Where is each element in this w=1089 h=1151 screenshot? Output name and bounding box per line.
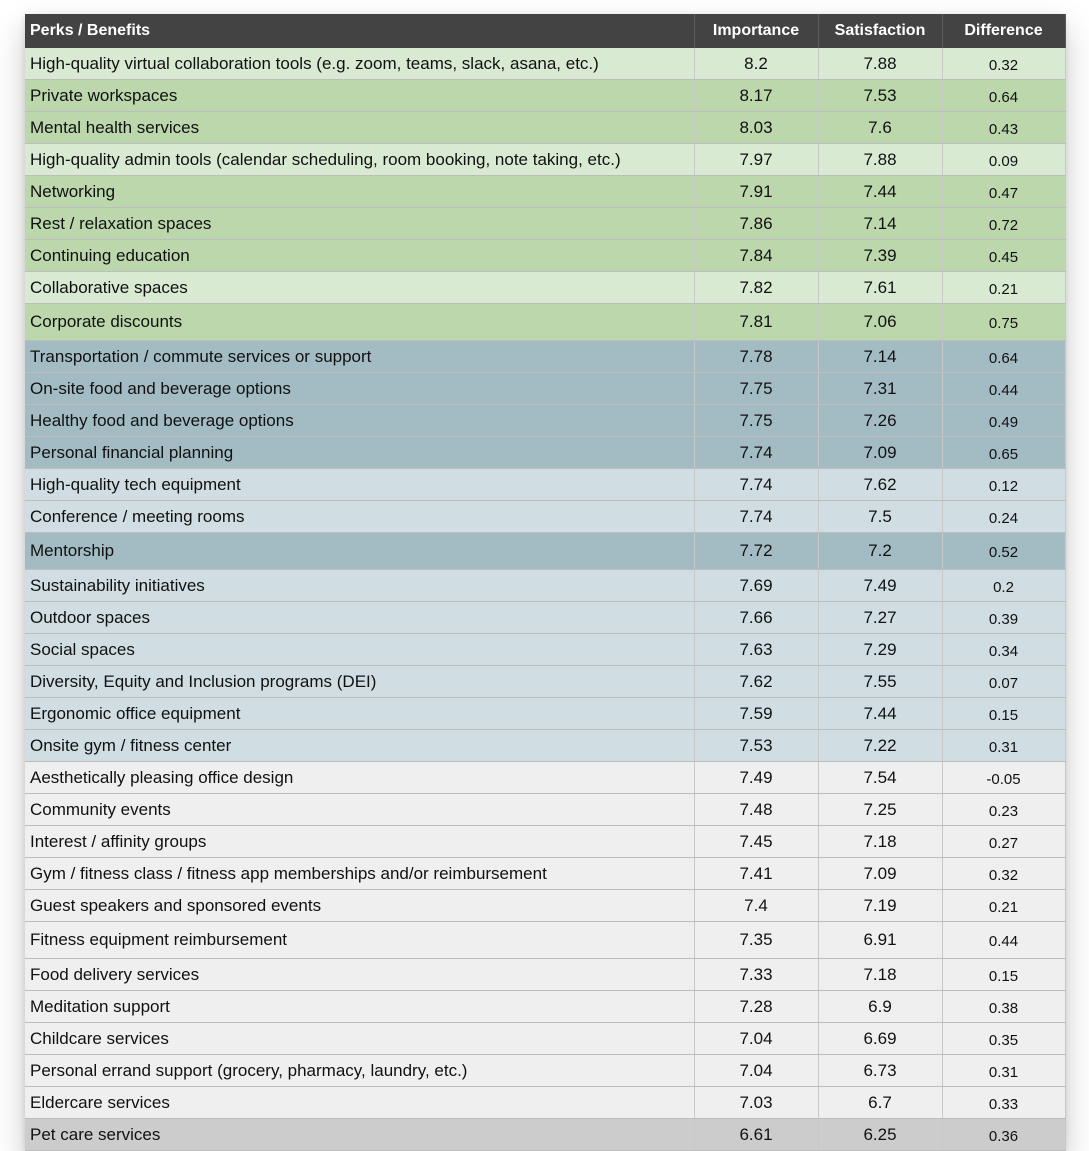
satisfaction-value: 7.49 bbox=[818, 570, 942, 602]
perk-label: Corporate discounts bbox=[25, 304, 694, 341]
difference-value: 0.15 bbox=[942, 698, 1065, 730]
perk-label: Conference / meeting rooms bbox=[25, 501, 694, 533]
satisfaction-value: 6.9 bbox=[818, 991, 942, 1023]
importance-value: 7.84 bbox=[694, 240, 818, 272]
table-row bbox=[25, 858, 1065, 890]
perk-label: Meditation support bbox=[25, 991, 694, 1023]
difference-value: 0.32 bbox=[942, 858, 1065, 890]
satisfaction-value: 7.29 bbox=[818, 634, 942, 666]
difference-value: 0.15 bbox=[942, 959, 1065, 991]
perk-label: Private workspaces bbox=[25, 80, 694, 112]
importance-value: 7.33 bbox=[694, 959, 818, 991]
importance-value: 7.97 bbox=[694, 144, 818, 176]
satisfaction-value: 7.27 bbox=[818, 602, 942, 634]
satisfaction-value: 7.09 bbox=[818, 437, 942, 469]
difference-value: 0.21 bbox=[942, 890, 1065, 922]
importance-value: 8.2 bbox=[694, 48, 818, 80]
difference-value: 0.72 bbox=[942, 208, 1065, 240]
table-row bbox=[25, 501, 1065, 533]
table-row bbox=[25, 176, 1065, 208]
perk-label: Childcare services bbox=[25, 1023, 694, 1055]
satisfaction-value: 6.7 bbox=[818, 1087, 942, 1119]
table-row bbox=[25, 991, 1065, 1023]
perk-label: Community events bbox=[25, 794, 694, 826]
perk-label: Collaborative spaces bbox=[25, 272, 694, 304]
table-row bbox=[25, 144, 1065, 176]
difference-value: -0.05 bbox=[942, 762, 1065, 794]
difference-value: 0.75 bbox=[942, 304, 1065, 341]
importance-value: 7.04 bbox=[694, 1055, 818, 1087]
table-row bbox=[25, 762, 1065, 794]
importance-value: 6.61 bbox=[694, 1119, 818, 1151]
importance-value: 7.63 bbox=[694, 634, 818, 666]
satisfaction-value: 7.19 bbox=[818, 890, 942, 922]
table-row bbox=[25, 405, 1065, 437]
satisfaction-value: 7.18 bbox=[818, 826, 942, 858]
satisfaction-value: 7.14 bbox=[818, 341, 942, 373]
satisfaction-value: 6.91 bbox=[818, 922, 942, 959]
importance-value: 7.4 bbox=[694, 890, 818, 922]
table-row bbox=[25, 240, 1065, 272]
importance-value: 7.86 bbox=[694, 208, 818, 240]
perk-label: Diversity, Equity and Inclusion programs (DEI) bbox=[25, 666, 694, 698]
table-row bbox=[25, 698, 1065, 730]
perk-label: Gym / fitness class / fitness app memberships and/or reimbursement bbox=[25, 858, 694, 890]
satisfaction-value: 7.62 bbox=[818, 469, 942, 501]
difference-value: 0.34 bbox=[942, 634, 1065, 666]
satisfaction-value: 7.53 bbox=[818, 80, 942, 112]
table-row bbox=[25, 666, 1065, 698]
importance-value: 7.72 bbox=[694, 533, 818, 570]
importance-value: 7.74 bbox=[694, 437, 818, 469]
table-row bbox=[25, 208, 1065, 240]
perk-label: Transportation / commute services or support bbox=[25, 341, 694, 373]
perk-label: Fitness equipment reimbursement bbox=[25, 922, 694, 959]
importance-value: 7.69 bbox=[694, 570, 818, 602]
satisfaction-value: 7.31 bbox=[818, 373, 942, 405]
perk-label: Mentorship bbox=[25, 533, 694, 570]
table-row bbox=[25, 570, 1065, 602]
difference-value: 0.23 bbox=[942, 794, 1065, 826]
importance-value: 7.41 bbox=[694, 858, 818, 890]
table-row bbox=[25, 890, 1065, 922]
importance-value: 7.81 bbox=[694, 304, 818, 341]
importance-value: 7.35 bbox=[694, 922, 818, 959]
difference-value: 0.64 bbox=[942, 341, 1065, 373]
difference-value: 0.35 bbox=[942, 1023, 1065, 1055]
header-difference: Difference bbox=[942, 14, 1065, 48]
satisfaction-value: 6.25 bbox=[818, 1119, 942, 1151]
perk-label: Interest / affinity groups bbox=[25, 826, 694, 858]
importance-value: 7.91 bbox=[694, 176, 818, 208]
benefits-table bbox=[25, 14, 1066, 1151]
perk-label: Onsite gym / fitness center bbox=[25, 730, 694, 762]
perk-label: Sustainability initiatives bbox=[25, 570, 694, 602]
perk-label: Personal errand support (grocery, pharmacy, laundry, etc.) bbox=[25, 1055, 694, 1087]
difference-value: 0.38 bbox=[942, 991, 1065, 1023]
table-row bbox=[25, 922, 1065, 959]
table-row bbox=[25, 959, 1065, 991]
perk-label: Food delivery services bbox=[25, 959, 694, 991]
header-importance: Importance bbox=[694, 14, 818, 48]
table-row bbox=[25, 634, 1065, 666]
importance-value: 7.78 bbox=[694, 341, 818, 373]
header-satisfaction: Satisfaction bbox=[818, 14, 942, 48]
table-row bbox=[25, 304, 1065, 341]
table-row bbox=[25, 112, 1065, 144]
difference-value: 0.2 bbox=[942, 570, 1065, 602]
perk-label: Networking bbox=[25, 176, 694, 208]
importance-value: 7.48 bbox=[694, 794, 818, 826]
table-body bbox=[25, 48, 1065, 1151]
satisfaction-value: 7.6 bbox=[818, 112, 942, 144]
difference-value: 0.24 bbox=[942, 501, 1065, 533]
benefits-table-sheet bbox=[25, 14, 1065, 1151]
perk-label: Ergonomic office equipment bbox=[25, 698, 694, 730]
perk-label: Guest speakers and sponsored events bbox=[25, 890, 694, 922]
table-row bbox=[25, 730, 1065, 762]
satisfaction-value: 6.73 bbox=[818, 1055, 942, 1087]
table-row bbox=[25, 826, 1065, 858]
importance-value: 7.59 bbox=[694, 698, 818, 730]
table-row bbox=[25, 48, 1065, 80]
difference-value: 0.33 bbox=[942, 1087, 1065, 1119]
satisfaction-value: 7.88 bbox=[818, 144, 942, 176]
header-perks: Perks / Benefits bbox=[25, 14, 694, 48]
table-row bbox=[25, 602, 1065, 634]
satisfaction-value: 7.44 bbox=[818, 698, 942, 730]
difference-value: 0.31 bbox=[942, 730, 1065, 762]
header-row bbox=[25, 14, 1065, 48]
perk-label: Pet care services bbox=[25, 1119, 694, 1151]
perk-label: On-site food and beverage options bbox=[25, 373, 694, 405]
perk-label: Personal financial planning bbox=[25, 437, 694, 469]
perk-label: Continuing education bbox=[25, 240, 694, 272]
table-row bbox=[25, 1055, 1065, 1087]
difference-value: 0.64 bbox=[942, 80, 1065, 112]
table-row bbox=[25, 1023, 1065, 1055]
perk-label: Healthy food and beverage options bbox=[25, 405, 694, 437]
satisfaction-value: 7.39 bbox=[818, 240, 942, 272]
difference-value: 0.49 bbox=[942, 405, 1065, 437]
satisfaction-value: 7.26 bbox=[818, 405, 942, 437]
table-row bbox=[25, 469, 1065, 501]
satisfaction-value: 7.14 bbox=[818, 208, 942, 240]
difference-value: 0.44 bbox=[942, 922, 1065, 959]
perk-label: Mental health services bbox=[25, 112, 694, 144]
satisfaction-value: 7.5 bbox=[818, 501, 942, 533]
difference-value: 0.36 bbox=[942, 1119, 1065, 1151]
importance-value: 7.49 bbox=[694, 762, 818, 794]
difference-value: 0.32 bbox=[942, 48, 1065, 80]
satisfaction-value: 7.44 bbox=[818, 176, 942, 208]
table-row bbox=[25, 533, 1065, 570]
difference-value: 0.27 bbox=[942, 826, 1065, 858]
perk-label: Outdoor spaces bbox=[25, 602, 694, 634]
difference-value: 0.65 bbox=[942, 437, 1065, 469]
difference-value: 0.52 bbox=[942, 533, 1065, 570]
satisfaction-value: 7.2 bbox=[818, 533, 942, 570]
table-row bbox=[25, 341, 1065, 373]
satisfaction-value: 7.18 bbox=[818, 959, 942, 991]
importance-value: 8.03 bbox=[694, 112, 818, 144]
satisfaction-value: 7.88 bbox=[818, 48, 942, 80]
importance-value: 7.03 bbox=[694, 1087, 818, 1119]
table-row bbox=[25, 794, 1065, 826]
perk-label: Eldercare services bbox=[25, 1087, 694, 1119]
satisfaction-value: 7.25 bbox=[818, 794, 942, 826]
importance-value: 8.17 bbox=[694, 80, 818, 112]
difference-value: 0.43 bbox=[942, 112, 1065, 144]
perk-label: High-quality virtual collaboration tools (e.g. zoom, teams, slack, asana, etc.) bbox=[25, 48, 694, 80]
satisfaction-value: 7.54 bbox=[818, 762, 942, 794]
importance-value: 7.75 bbox=[694, 373, 818, 405]
perk-label: Social spaces bbox=[25, 634, 694, 666]
importance-value: 7.28 bbox=[694, 991, 818, 1023]
importance-value: 7.62 bbox=[694, 666, 818, 698]
importance-value: 7.82 bbox=[694, 272, 818, 304]
difference-value: 0.21 bbox=[942, 272, 1065, 304]
perk-label: Rest / relaxation spaces bbox=[25, 208, 694, 240]
satisfaction-value: 6.69 bbox=[818, 1023, 942, 1055]
table-row bbox=[25, 1119, 1065, 1151]
importance-value: 7.75 bbox=[694, 405, 818, 437]
difference-value: 0.12 bbox=[942, 469, 1065, 501]
satisfaction-value: 7.55 bbox=[818, 666, 942, 698]
importance-value: 7.45 bbox=[694, 826, 818, 858]
table-row bbox=[25, 272, 1065, 304]
importance-value: 7.66 bbox=[694, 602, 818, 634]
satisfaction-value: 7.09 bbox=[818, 858, 942, 890]
difference-value: 0.44 bbox=[942, 373, 1065, 405]
table-row bbox=[25, 80, 1065, 112]
table-row bbox=[25, 1087, 1065, 1119]
satisfaction-value: 7.61 bbox=[818, 272, 942, 304]
perk-label: Aesthetically pleasing office design bbox=[25, 762, 694, 794]
difference-value: 0.09 bbox=[942, 144, 1065, 176]
importance-value: 7.74 bbox=[694, 501, 818, 533]
difference-value: 0.31 bbox=[942, 1055, 1065, 1087]
satisfaction-value: 7.22 bbox=[818, 730, 942, 762]
importance-value: 7.04 bbox=[694, 1023, 818, 1055]
difference-value: 0.39 bbox=[942, 602, 1065, 634]
difference-value: 0.47 bbox=[942, 176, 1065, 208]
difference-value: 0.45 bbox=[942, 240, 1065, 272]
perk-label: High-quality tech equipment bbox=[25, 469, 694, 501]
difference-value: 0.07 bbox=[942, 666, 1065, 698]
table-row bbox=[25, 373, 1065, 405]
perk-label: High-quality admin tools (calendar scheduling, room booking, note taking, etc.) bbox=[25, 144, 694, 176]
table-row bbox=[25, 437, 1065, 469]
importance-value: 7.53 bbox=[694, 730, 818, 762]
satisfaction-value: 7.06 bbox=[818, 304, 942, 341]
importance-value: 7.74 bbox=[694, 469, 818, 501]
